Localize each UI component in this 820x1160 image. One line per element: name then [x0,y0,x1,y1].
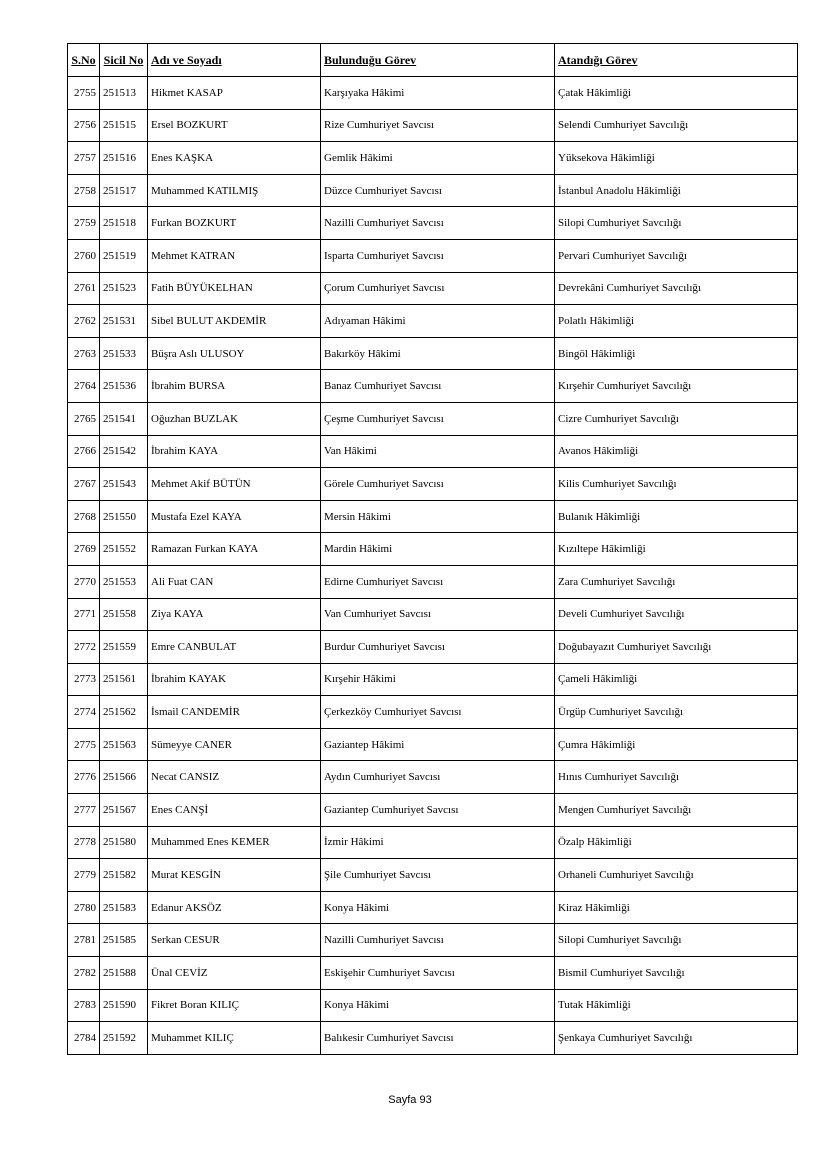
cell-sno: 2762 [68,305,100,338]
cell-sicil-no: 251513 [100,77,148,110]
cell-sno: 2776 [68,761,100,794]
cell-sno: 2769 [68,533,100,566]
cell-sno: 2779 [68,859,100,892]
cell-sicil-no: 251552 [100,533,148,566]
cell-assigned-position: İstanbul Anadolu Hâkimliği [555,174,798,207]
cell-name: Sibel BULUT AKDEMİR [148,305,321,338]
cell-name: Edanur AKSÖZ [148,891,321,924]
table-row [68,696,798,729]
cell-current-position: Edirne Cumhuriyet Savcısı [321,565,555,598]
table-header-row [68,44,798,77]
table-row [68,239,798,272]
assignment-table [67,43,798,1055]
cell-sno: 2783 [68,989,100,1022]
cell-name: Fikret Boran KILIÇ [148,989,321,1022]
cell-assigned-position: Bulanık Hâkimliği [555,500,798,533]
header-name: Adı ve Soyadı [148,44,321,77]
table-row [68,533,798,566]
cell-assigned-position: Devrekâni Cumhuriyet Savcılığı [555,272,798,305]
header-assigned-position: Atandığı Görev [555,44,798,77]
cell-sno: 2781 [68,924,100,957]
table-row [68,142,798,175]
cell-sno: 2775 [68,728,100,761]
table-row [68,891,798,924]
cell-current-position: Gemlik Hâkimi [321,142,555,175]
cell-assigned-position: Bingöl Hâkimliği [555,337,798,370]
cell-sicil-no: 251588 [100,957,148,990]
cell-name: Muhammed Enes KEMER [148,826,321,859]
cell-current-position: Kırşehir Hâkimi [321,663,555,696]
cell-current-position: Çerkezköy Cumhuriyet Savcısı [321,696,555,729]
cell-sicil-no: 251541 [100,402,148,435]
cell-current-position: Çorum Cumhuriyet Savcısı [321,272,555,305]
cell-current-position: Rize Cumhuriyet Savcısı [321,109,555,142]
cell-assigned-position: Silopi Cumhuriyet Savcılığı [555,207,798,240]
cell-name: Sümeyye CANER [148,728,321,761]
table-row [68,663,798,696]
cell-sno: 2770 [68,565,100,598]
table-row [68,435,798,468]
cell-assigned-position: Mengen Cumhuriyet Savcılığı [555,794,798,827]
cell-assigned-position: Orhaneli Cumhuriyet Savcılığı [555,859,798,892]
cell-sno: 2777 [68,794,100,827]
cell-name: Ziya KAYA [148,598,321,631]
cell-assigned-position: Develi Cumhuriyet Savcılığı [555,598,798,631]
cell-current-position: Burdur Cumhuriyet Savcısı [321,631,555,664]
cell-sicil-no: 251562 [100,696,148,729]
cell-sicil-no: 251533 [100,337,148,370]
cell-sno: 2758 [68,174,100,207]
cell-sicil-no: 251583 [100,891,148,924]
cell-assigned-position: Doğubayazıt Cumhuriyet Savcılığı [555,631,798,664]
cell-current-position: Aydın Cumhuriyet Savcısı [321,761,555,794]
cell-sno: 2773 [68,663,100,696]
table-row [68,77,798,110]
cell-assigned-position: Ürgüp Cumhuriyet Savcılığı [555,696,798,729]
cell-name: Enes KAŞKA [148,142,321,175]
cell-current-position: Nazilli Cumhuriyet Savcısı [321,207,555,240]
cell-sicil-no: 251519 [100,239,148,272]
cell-current-position: Banaz Cumhuriyet Savcısı [321,370,555,403]
cell-current-position: Görele Cumhuriyet Savcısı [321,468,555,501]
cell-sno: 2766 [68,435,100,468]
cell-sicil-no: 251567 [100,794,148,827]
cell-name: İbrahim KAYA [148,435,321,468]
cell-name: Necat CANSIZ [148,761,321,794]
cell-current-position: Adıyaman Hâkimi [321,305,555,338]
cell-sicil-no: 251523 [100,272,148,305]
cell-sicil-no: 251543 [100,468,148,501]
cell-current-position: Mersin Hâkimi [321,500,555,533]
cell-name: Serkan CESUR [148,924,321,957]
cell-sicil-no: 251566 [100,761,148,794]
cell-name: Muhammed KATILMIŞ [148,174,321,207]
cell-sno: 2768 [68,500,100,533]
cell-current-position: Şile Cumhuriyet Savcısı [321,859,555,892]
cell-assigned-position: Çameli Hâkimliği [555,663,798,696]
table-row [68,272,798,305]
table-row [68,109,798,142]
cell-sno: 2784 [68,1022,100,1055]
cell-sicil-no: 251561 [100,663,148,696]
table-row [68,859,798,892]
cell-assigned-position: Avanos Hâkimliği [555,435,798,468]
cell-name: İsmail CANDEMİR [148,696,321,729]
cell-sicil-no: 251553 [100,565,148,598]
table-row [68,631,798,664]
table-row [68,957,798,990]
cell-name: Mustafa Ezel KAYA [148,500,321,533]
cell-assigned-position: Özalp Hâkimliği [555,826,798,859]
table-row [68,794,798,827]
cell-sicil-no: 251517 [100,174,148,207]
cell-current-position: Konya Hâkimi [321,989,555,1022]
cell-sno: 2772 [68,631,100,664]
cell-current-position: Van Cumhuriyet Savcısı [321,598,555,631]
cell-name: İbrahim KAYAK [148,663,321,696]
header-current-position: Bulunduğu Görev [321,44,555,77]
cell-assigned-position: Hınıs Cumhuriyet Savcılığı [555,761,798,794]
header-sicil-no: Sicil No [100,44,148,77]
cell-assigned-position: Çumra Hâkimliği [555,728,798,761]
cell-current-position: Mardin Hâkimi [321,533,555,566]
cell-sno: 2774 [68,696,100,729]
cell-name: Mehmet Akif BÜTÜN [148,468,321,501]
cell-assigned-position: Pervari Cumhuriyet Savcılığı [555,239,798,272]
cell-name: Ünal CEVİZ [148,957,321,990]
cell-sno: 2771 [68,598,100,631]
table-row [68,761,798,794]
table-row [68,565,798,598]
cell-sicil-no: 251550 [100,500,148,533]
table-row [68,924,798,957]
table-row [68,1022,798,1055]
cell-assigned-position: Polatlı Hâkimliği [555,305,798,338]
cell-name: Muhammet KILIÇ [148,1022,321,1055]
cell-sicil-no: 251515 [100,109,148,142]
cell-sno: 2765 [68,402,100,435]
cell-assigned-position: Kırşehir Cumhuriyet Savcılığı [555,370,798,403]
cell-sno: 2761 [68,272,100,305]
cell-sicil-no: 251592 [100,1022,148,1055]
cell-name: Emre CANBULAT [148,631,321,664]
cell-sno: 2767 [68,468,100,501]
cell-name: Büşra Aslı ULUSOY [148,337,321,370]
table-row [68,174,798,207]
cell-current-position: Gaziantep Hâkimi [321,728,555,761]
cell-sicil-no: 251582 [100,859,148,892]
cell-name: Ersel BOZKURT [148,109,321,142]
cell-sno: 2756 [68,109,100,142]
cell-assigned-position: Tutak Hâkimliği [555,989,798,1022]
cell-name: Ramazan Furkan KAYA [148,533,321,566]
cell-assigned-position: Kilis Cumhuriyet Savcılığı [555,468,798,501]
cell-sicil-no: 251542 [100,435,148,468]
cell-name: İbrahim BURSA [148,370,321,403]
table-row [68,826,798,859]
cell-sicil-no: 251563 [100,728,148,761]
table-row [68,500,798,533]
table-row [68,728,798,761]
cell-assigned-position: Cizre Cumhuriyet Savcılığı [555,402,798,435]
table-body [68,77,798,1055]
cell-sno: 2780 [68,891,100,924]
cell-sno: 2757 [68,142,100,175]
cell-name: Oğuzhan BUZLAK [148,402,321,435]
cell-name: Hikmet KASAP [148,77,321,110]
cell-current-position: Karşıyaka Hâkimi [321,77,555,110]
cell-sicil-no: 251518 [100,207,148,240]
cell-name: Enes CANŞİ [148,794,321,827]
cell-assigned-position: Çatak Hâkimliği [555,77,798,110]
cell-assigned-position: Silopi Cumhuriyet Savcılığı [555,924,798,957]
header-sno: S.No [68,44,100,77]
page-number: Sayfa 93 [388,1094,432,1106]
cell-name: Murat KESGİN [148,859,321,892]
cell-current-position: Düzce Cumhuriyet Savcısı [321,174,555,207]
cell-assigned-position: Şenkaya Cumhuriyet Savcılığı [555,1022,798,1055]
cell-sicil-no: 251558 [100,598,148,631]
cell-current-position: Isparta Cumhuriyet Savcısı [321,239,555,272]
cell-sicil-no: 251559 [100,631,148,664]
cell-name: Ali Fuat CAN [148,565,321,598]
table-row [68,207,798,240]
cell-sno: 2763 [68,337,100,370]
cell-current-position: Bakırköy Hâkimi [321,337,555,370]
table-row [68,337,798,370]
cell-sno: 2782 [68,957,100,990]
cell-sicil-no: 251580 [100,826,148,859]
cell-current-position: Gaziantep Cumhuriyet Savcısı [321,794,555,827]
cell-assigned-position: Yüksekova Hâkimliği [555,142,798,175]
cell-sno: 2760 [68,239,100,272]
table-row [68,468,798,501]
cell-current-position: Van Hâkimi [321,435,555,468]
cell-name: Fatih BÜYÜKELHAN [148,272,321,305]
cell-assigned-position: Kızıltepe Hâkimliği [555,533,798,566]
cell-sicil-no: 251516 [100,142,148,175]
cell-sno: 2759 [68,207,100,240]
cell-sno: 2764 [68,370,100,403]
cell-current-position: Nazilli Cumhuriyet Savcısı [321,924,555,957]
cell-assigned-position: Selendi Cumhuriyet Savcılığı [555,109,798,142]
cell-name: Furkan BOZKURT [148,207,321,240]
cell-assigned-position: Zara Cumhuriyet Savcılığı [555,565,798,598]
cell-current-position: Balıkesir Cumhuriyet Savcısı [321,1022,555,1055]
cell-sicil-no: 251585 [100,924,148,957]
table-row [68,598,798,631]
cell-current-position: İzmir Hâkimi [321,826,555,859]
table-row [68,402,798,435]
cell-assigned-position: Kiraz Hâkimliği [555,891,798,924]
table-row [68,989,798,1022]
cell-sicil-no: 251590 [100,989,148,1022]
cell-sno: 2778 [68,826,100,859]
cell-current-position: Eskişehir Cumhuriyet Savcısı [321,957,555,990]
cell-sicil-no: 251531 [100,305,148,338]
cell-current-position: Konya Hâkimi [321,891,555,924]
cell-name: Mehmet KATRAN [148,239,321,272]
cell-assigned-position: Bismil Cumhuriyet Savcılığı [555,957,798,990]
cell-sno: 2755 [68,77,100,110]
table-row [68,370,798,403]
cell-sicil-no: 251536 [100,370,148,403]
table-row [68,305,798,338]
cell-current-position: Çeşme Cumhuriyet Savcısı [321,402,555,435]
